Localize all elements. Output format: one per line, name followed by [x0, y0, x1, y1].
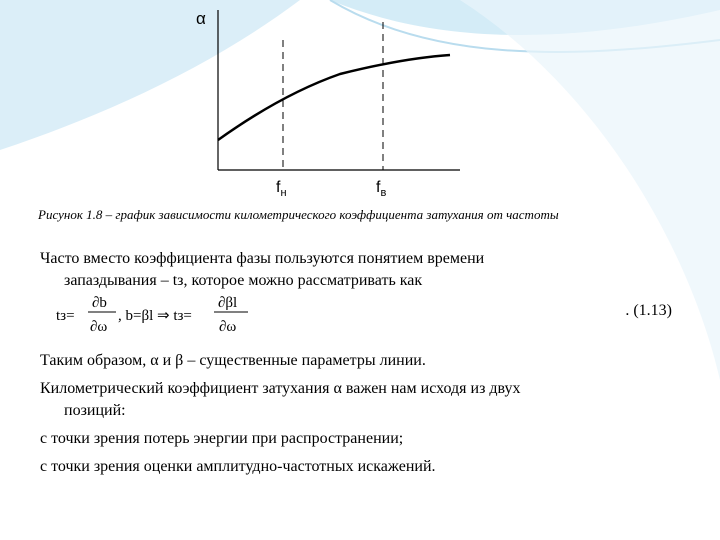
- attenuation-graph: [0, 0, 720, 210]
- paragraph-line: позиций:: [64, 402, 126, 419]
- equation-number: . (1.13): [625, 302, 672, 319]
- fn-label: $f_н$: [276, 179, 287, 199]
- list-item: с точки зрения потерь энергии при распространении;: [40, 430, 404, 447]
- fv-label: $f_в$: [376, 179, 387, 199]
- formula-middle: , b=βl ⇒ tз=: [118, 308, 192, 324]
- figure-caption: Рисунок 1.8 – график зависимости километрического коэффициента затухания от частоты: [38, 207, 559, 222]
- formula-1-13: [40, 292, 680, 336]
- formula-beta-numerator: ∂βl: [218, 295, 238, 311]
- list-item: с точки зрения оценки амплитудно-частотных искажений.: [40, 458, 436, 475]
- slide-body: [40, 248, 680, 478]
- paragraph-line: Километрический коэффициент затухания α важен нам исходя из двух: [40, 380, 521, 397]
- formula-b-numerator: ∂b: [92, 295, 107, 311]
- attenuation-curve: [218, 55, 450, 140]
- paragraph-line: запаздывания – tз, которое можно рассматривать как: [64, 272, 423, 289]
- paragraph-line: Часто вместо коэффициента фазы пользуются понятием времени: [40, 250, 485, 267]
- formula-b-denominator: ∂ω: [90, 319, 108, 335]
- paragraph-line: Таким образом, α и β – существенные параметры линии.: [40, 352, 426, 369]
- y-axis-label: α: [196, 9, 206, 28]
- formula-graphic: [56, 292, 386, 336]
- formula-beta-denominator: ∂ω: [219, 319, 237, 335]
- formula-tz: tз=: [56, 308, 75, 324]
